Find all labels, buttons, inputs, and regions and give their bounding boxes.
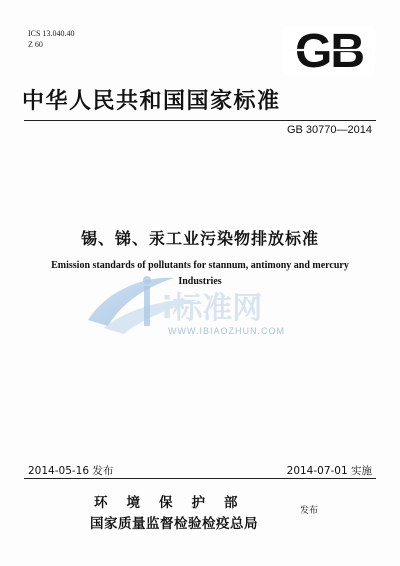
title-english-line-2: Industries bbox=[178, 276, 222, 287]
national-standard-heading: 中华人民共和国国家标准 bbox=[22, 89, 281, 114]
title-chinese: 锡、锑、汞工业污染物排放标准 bbox=[80, 229, 319, 248]
gb-logo-text: GB bbox=[295, 26, 363, 74]
watermark-url: WWW.IBIAOZHUN.COM bbox=[168, 326, 285, 336]
title-english-line-1: Emission standards of pollutants for stannum, antimony and mercury bbox=[51, 260, 349, 271]
ics-code: ICS 13.040.40 bbox=[28, 29, 75, 38]
gb-logo bbox=[283, 26, 375, 74]
issue-date: 2014-05-16 发布 bbox=[28, 465, 114, 477]
watermark-text: i标准网 bbox=[162, 291, 263, 326]
standard-number: GB 30770—2014 bbox=[286, 124, 372, 136]
classification-codes bbox=[28, 28, 74, 50]
top-divider bbox=[24, 120, 376, 121]
implementation-date: 2014-07-01 实施 bbox=[286, 465, 372, 477]
ccs-code: Z 60 bbox=[28, 40, 43, 49]
bottom-divider bbox=[24, 478, 376, 479]
issuer-aqsiq: 国家质量监督检验检疫总局 bbox=[90, 516, 258, 532]
issuer-ministry-environment: 环境保护部 bbox=[94, 495, 257, 511]
issued-label: 发布 bbox=[300, 506, 319, 516]
